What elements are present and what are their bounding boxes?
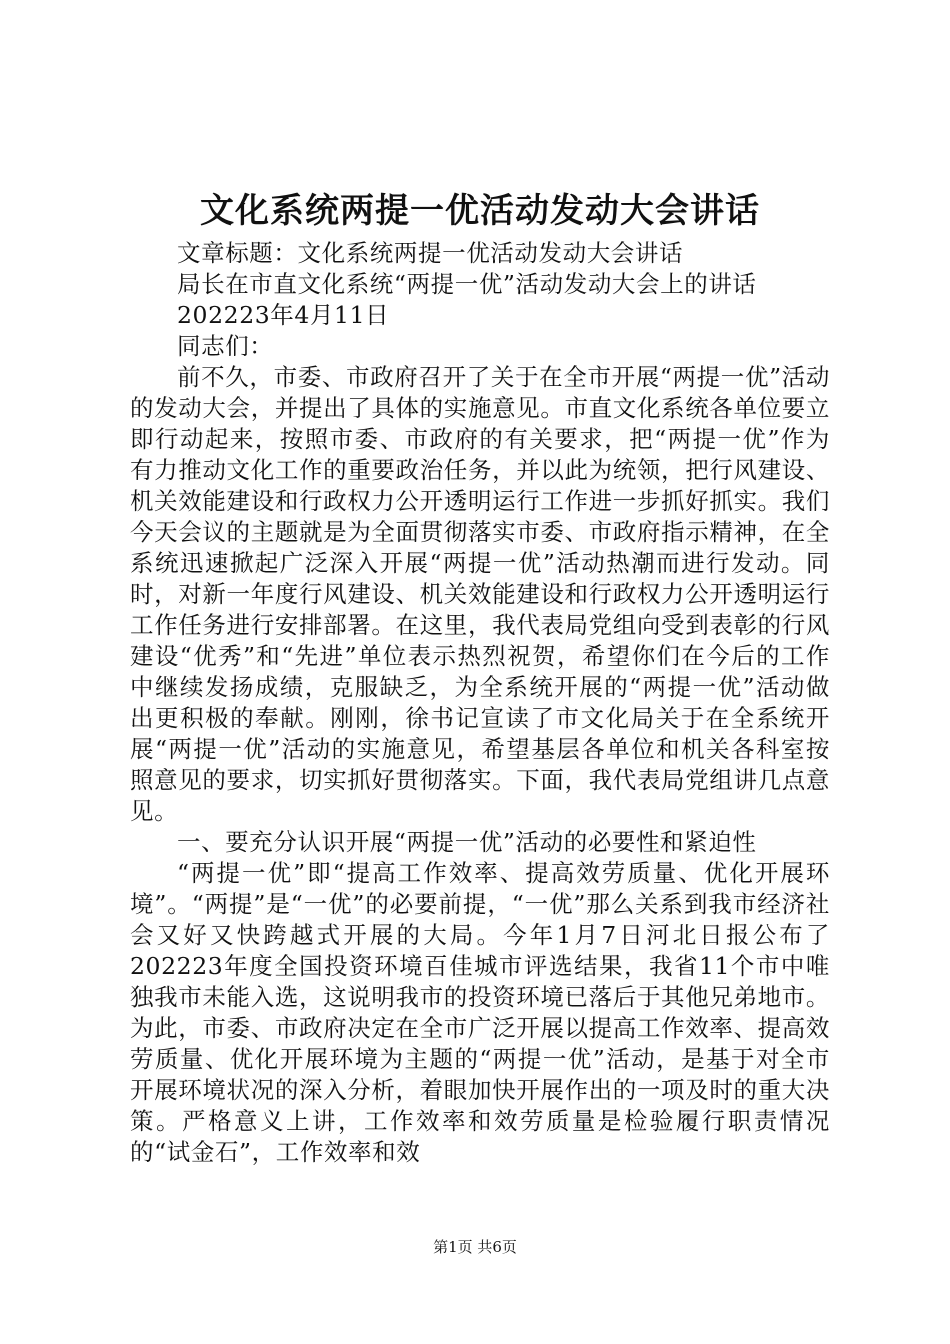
article-title-line: 文章标题：文化系统两提一优活动发动大会讲话: [177, 239, 684, 267]
document-title: 文化系统两提一优活动发动大会讲话: [200, 191, 760, 231]
speech-date: 202223年4月11日: [177, 301, 390, 329]
salutation: 同志们：: [177, 332, 274, 360]
page-number-footer: 第1页 共6页: [433, 1238, 517, 1256]
body-paragraph: 前不久，市委、市政府召开了关于在全市开展“两提一优”活动的发动大会，并提出了具体的实施意见。市直文化系统各单位要立即行动起来，按照市委、市政府的有关要求，把“两提一优”作为有力推动文化工作的重要政治任务，并以此为统领，把行风建设、机关效能建设和行政权力公开透明运行工作进一步抓好抓实。我们今天会议的主题就是为全面贯彻落实市委、市政府指示精神，在全系统迅速掀起广泛深入开展“两提一优”活动热潮而进行发动。同时，对新一年度行风建设、机关效能建设和行政权力公开透明运行工作任务进行安排部署。在这里，我代表局党组向受到表彰的行风建设“优秀”和“先进”单位表示热烈祝贺，希望你们在今后的工作中继续发扬成绩，克服缺乏，为全系统开展的“两提一优”活动做出更积极的奉献。刚刚，徐书记宣读了市文化局关于在全系统开展“两提一优”活动的实施意见，希望基层各单位和机关各科室按照意见的要求，切实抓好贯彻落实。下面，我代表局党组讲几点意见。: [130, 363, 830, 825]
body-paragraph: “两提一优”即“提高工作效率、提高效劳质量、优化开展环境”。“两提”是“一优”的必要前提，“一优”那么关系到我市经济社会又好又快跨越式开展的大局。今年1月7日河北日报公布了202223年度全国投资环境百佳城市评选结果，我省11个市中唯独我市未能入选，这说明我市的投资环境已落后于其他兄弟地市。为此，市委、市政府决定在全市广泛开展以提高工作效率、提高效劳质量、优化开展环境为主题的“两提一优”活动，是基于对全市开展环境状况的深入分析，着眼加快开展作出的一项及时的重大决策。严格意义上讲，工作效率和效劳质量是检验履行职责情况的“试金石”，工作效率和效: [130, 859, 830, 1166]
document-page: [130, 0, 830, 1168]
section-heading: 一、要充分认识开展“两提一优”活动的必要性和紧迫性: [177, 828, 757, 856]
document-body: [130, 238, 830, 1168]
speech-subtitle: 局长在市直文化系统“两提一优”活动发动大会上的讲话: [177, 270, 757, 298]
